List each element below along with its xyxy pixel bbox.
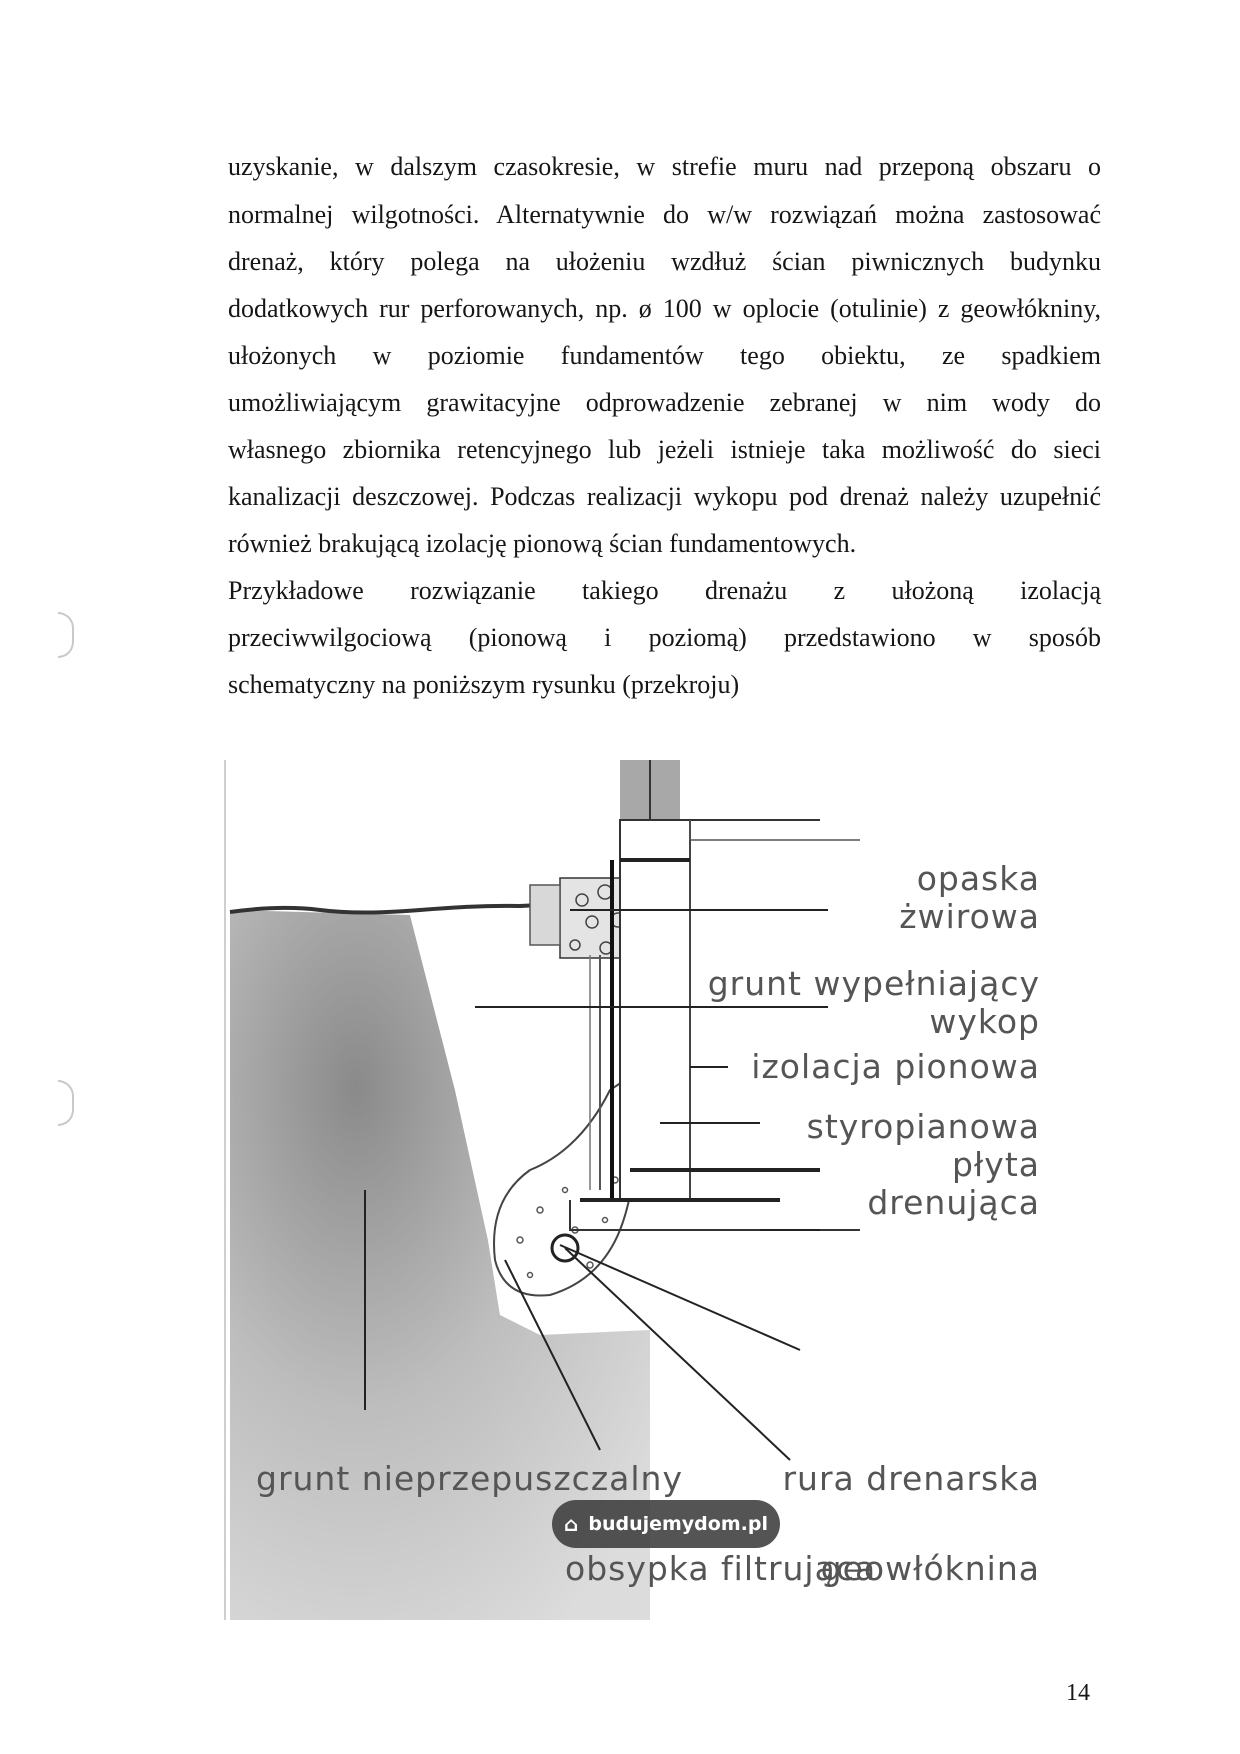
label-line: wykop	[929, 1002, 1040, 1041]
text-line: kanalizacji deszczowej. Podczas realizacji wykopu pod drenaż należy uzupełnić	[228, 482, 1101, 511]
watermark-badge	[552, 1500, 780, 1548]
label-izolacja-pionowa	[720, 1048, 1040, 1086]
label-line: rura drenarska	[782, 1459, 1040, 1498]
label-grunt-wypelniajacy	[640, 965, 1040, 1041]
label-line: obsypka filtrująca	[565, 1549, 877, 1588]
label-rura-drenarska	[720, 1460, 1040, 1498]
label-line: płyta	[951, 1145, 1040, 1184]
drainage-cross-section-figure	[220, 760, 1080, 1620]
text-line: również brakującą izolację pionową ścian fundamentowych.	[228, 529, 857, 558]
label-line: opaska	[916, 859, 1040, 898]
curb-stone	[530, 885, 560, 945]
house-logo-icon: ⌂	[564, 1512, 579, 1536]
label-geowloknina	[760, 1550, 1040, 1588]
text-line: własnego zbiornika retencyjnego lub jeżeli istnieje taka możliwość do sieci	[228, 435, 1101, 464]
text-line: dodatkowych rur perforowanych, np. ø 100 w oplocie (otulinie) z geowłókniny,	[228, 294, 1101, 323]
label-line: grunt nieprzepuszczalny	[256, 1459, 683, 1498]
text-line: umożliwiającym grawitacyjne odprowadzenie zebranej w nim wody do	[228, 388, 1101, 417]
label-line: izolacja pionowa	[751, 1047, 1040, 1086]
text-line: przeciwwilgociową (pionową i poziomą) przedstawiono w sposób	[228, 623, 1101, 652]
floor-slab-line	[690, 820, 860, 840]
label-line: grunt wypełniający	[707, 964, 1040, 1003]
label-line: styropianowa	[806, 1107, 1040, 1146]
ground-surface-line	[230, 904, 560, 913]
label-line: drenująca	[867, 1183, 1040, 1222]
label-grunt-nieprzepuszczalny	[256, 1460, 683, 1498]
label-styropianowa-plyta-drenujaca	[760, 1108, 1040, 1222]
label-line: geowłóknina	[820, 1549, 1040, 1588]
punch-hole-mark	[58, 1080, 74, 1126]
label-opaska-zwirowa	[760, 860, 1040, 936]
label-line: żwirowa	[899, 897, 1040, 936]
text-line: ułożonych w poziomie fundamentów tego obiektu, ze spadkiem	[228, 341, 1101, 370]
text-line: Przykładowe rozwiązanie takiego drenażu z ułożoną izolacją	[228, 576, 1101, 605]
text-line: drenaż, który polega na ułożeniu wzdłuż ścian piwnicznych budynku	[228, 247, 1101, 276]
text-line: uzyskanie, w dalszym czasokresie, w strefie muru nad przeponą obszaru o	[228, 152, 1101, 181]
punch-hole-mark	[58, 612, 74, 658]
text-line: normalnej wilgotności. Alternatywnie do w/w rozwiązań można zastosować	[228, 200, 1101, 229]
watermark-text: budujemydom.pl	[588, 1513, 768, 1535]
text-line: schematyczny na poniższym rysunku (przekroju)	[228, 670, 740, 699]
page-number: 14	[1066, 1680, 1090, 1706]
